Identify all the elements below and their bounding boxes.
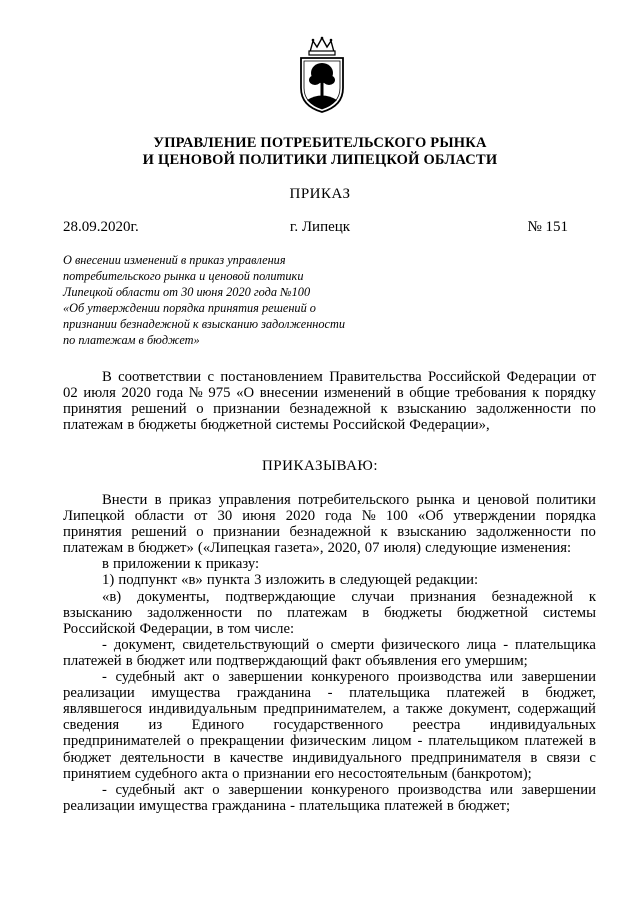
word: том <box>227 620 251 637</box>
word: платежей <box>446 685 506 702</box>
word: о <box>212 669 220 686</box>
word: 02 <box>63 385 78 402</box>
word: бюджет <box>136 652 185 669</box>
word: июля <box>83 385 116 402</box>
text-line <box>63 605 596 621</box>
text-line <box>63 766 596 782</box>
text-line <box>63 508 596 524</box>
word: индивидуального <box>292 749 402 766</box>
word: Липецкой <box>63 508 125 525</box>
word: рынка <box>416 492 455 508</box>
word: и <box>462 492 471 508</box>
word: реализации <box>63 797 135 814</box>
order-directive-word: ПРИКАЗЫВАЮ: <box>261 458 379 474</box>
word: числе: <box>254 620 295 637</box>
word: платежей <box>63 652 122 669</box>
word: бюджет, <box>545 685 596 702</box>
subject-line: потребительского рынка и ценовой политики <box>63 269 304 284</box>
word: взысканию <box>63 604 133 621</box>
word: а <box>392 701 400 718</box>
text-line <box>63 750 596 766</box>
word: гражданина <box>211 797 287 814</box>
word: Российской <box>332 417 406 434</box>
word: 2020 <box>285 508 316 525</box>
word: несостоятельным <box>338 765 448 782</box>
word: подтверждающие <box>225 588 336 605</box>
word: пункта <box>206 572 251 589</box>
word: требования <box>455 385 527 402</box>
word: безнадежной <box>289 524 371 541</box>
word: платежам <box>287 604 348 621</box>
word: признания <box>410 588 476 605</box>
word: в <box>213 749 221 766</box>
word: к <box>588 588 596 605</box>
word: предпринимателем, <box>263 701 387 718</box>
word: бюджет; <box>457 797 511 814</box>
subject-line: признании безнадежной к взысканию задолженности <box>63 317 346 332</box>
word: предпринимателей <box>63 733 181 750</box>
word: 30 <box>217 508 233 525</box>
word: завершении <box>228 669 303 686</box>
word: задолженности <box>476 524 572 541</box>
text-line <box>63 492 596 508</box>
text-line <box>63 556 596 572</box>
word: физическим <box>290 733 367 750</box>
word: содержащий <box>517 701 596 718</box>
word: по <box>580 524 596 541</box>
word: о <box>232 765 240 782</box>
word: 975 <box>208 385 231 402</box>
word: в <box>446 797 454 814</box>
word: области <box>134 508 184 525</box>
text-line <box>63 385 596 401</box>
text-line <box>63 417 596 433</box>
word: акта <box>201 765 228 782</box>
word: в <box>396 385 404 402</box>
text-line <box>63 621 596 637</box>
word: качестве <box>229 749 284 766</box>
word: Правительства <box>329 369 422 385</box>
word: индивидуальным <box>148 701 257 718</box>
word: изменения: <box>500 540 572 557</box>
subject-line: по платежам в бюджет» <box>63 333 200 348</box>
word: бюджетной <box>200 417 272 434</box>
word: акт <box>183 669 204 686</box>
word: также <box>405 701 443 718</box>
word: подпункт <box>118 572 178 589</box>
word: прекращении <box>199 733 285 750</box>
word: конкуреного <box>311 781 390 798</box>
word: его <box>314 765 335 782</box>
word: завершении <box>228 781 303 798</box>
word: «в» <box>181 572 203 589</box>
text-line <box>63 782 596 798</box>
word: политики <box>536 492 596 508</box>
text-line <box>63 401 596 417</box>
word: изменений <box>323 385 392 402</box>
word: к <box>380 401 388 418</box>
word: «в) <box>102 588 122 605</box>
word: признании <box>243 765 311 782</box>
word: 07 <box>364 540 380 557</box>
word: в <box>589 733 596 750</box>
word: в <box>362 604 370 621</box>
word: его <box>441 652 461 669</box>
lipetsk-coat-of-arms-icon <box>296 36 348 114</box>
word: документ, <box>113 636 176 653</box>
word: Единого <box>191 717 245 734</box>
word: государственного <box>273 717 384 734</box>
word: документы, <box>136 588 210 605</box>
word: Российской <box>63 620 136 637</box>
word: 100 <box>385 508 408 525</box>
word: Федерации», <box>409 417 490 434</box>
word: № <box>188 385 203 402</box>
word: или <box>489 781 513 798</box>
word: случаи <box>351 588 395 605</box>
word: признании <box>213 401 280 418</box>
word: в <box>530 749 538 766</box>
word: в <box>216 620 224 637</box>
word: к <box>532 385 540 402</box>
word: «О <box>236 385 255 402</box>
word: лицом <box>372 733 412 750</box>
word: являвшегося <box>63 701 142 718</box>
order-subject <box>63 252 403 349</box>
text-line <box>63 685 596 701</box>
word: от <box>193 508 208 525</box>
word: изложить <box>265 572 325 589</box>
word: задолженности <box>147 604 243 621</box>
subject-line: О внесении изменений в приказ управления <box>63 253 286 267</box>
word: деятельности <box>120 749 205 766</box>
word: приложении <box>113 556 191 573</box>
word: имущества <box>151 685 221 702</box>
word: «Об <box>417 508 444 525</box>
word: Федерации, <box>139 620 213 637</box>
document-type-title: ПРИКАЗ <box>289 186 351 202</box>
word: следующие <box>425 540 497 557</box>
word: к <box>194 556 202 573</box>
word: системы <box>275 417 329 434</box>
word: платежей <box>384 797 443 814</box>
word: - <box>102 636 107 653</box>
word: принятием <box>63 765 131 782</box>
text-line <box>63 653 596 669</box>
word: - <box>290 797 296 814</box>
word: платежей <box>524 733 584 750</box>
word: Федерации <box>506 369 577 385</box>
word: подтверждающий <box>216 652 328 669</box>
word: 2020 <box>121 385 151 402</box>
word: года <box>325 508 352 525</box>
preamble-paragraph <box>63 369 596 433</box>
word: постановлением <box>220 369 323 385</box>
word: бюджеты <box>138 417 197 434</box>
subject-line: «Об утверждении порядка принятия решений о <box>63 301 316 316</box>
word: объявления <box>365 652 438 669</box>
word: конкуреного <box>311 669 390 686</box>
word: управления <box>218 492 291 508</box>
word: о <box>316 636 324 653</box>
word: к <box>380 524 388 541</box>
word: редакции: <box>415 572 479 589</box>
word: следующей <box>339 572 412 589</box>
word: завершении <box>521 669 596 686</box>
word: июня <box>242 508 276 525</box>
word: завершении <box>521 781 596 798</box>
word: производства <box>397 669 482 686</box>
word: безнадежной <box>289 401 371 418</box>
document-date: 28.09.2020г. <box>63 219 139 235</box>
word: в <box>127 540 135 557</box>
text-line <box>63 637 596 653</box>
word: смерти <box>330 636 375 653</box>
word: в <box>154 492 162 508</box>
word: года <box>156 385 184 402</box>
word: факт <box>331 652 362 669</box>
word: реализации <box>63 685 135 702</box>
word: судебный <box>115 781 176 798</box>
word: Российской <box>427 369 501 385</box>
word: - <box>503 636 509 653</box>
word: (банкротом); <box>451 765 532 782</box>
text-line <box>63 540 596 556</box>
order-main-text <box>63 492 596 814</box>
word: плательщика <box>299 797 381 814</box>
word: потребительского <box>298 492 410 508</box>
word: с <box>589 749 596 766</box>
word: ценовой <box>477 492 530 508</box>
text-line <box>63 701 596 717</box>
word: - <box>417 733 423 750</box>
word: порядка <box>545 508 596 525</box>
word: бюджеты <box>384 604 443 621</box>
word: решений <box>131 401 187 418</box>
word: принятия <box>63 524 122 541</box>
word: о <box>196 524 204 541</box>
word: признании <box>213 524 280 541</box>
word: взысканию <box>397 401 467 418</box>
text-line <box>63 733 596 749</box>
word: общие <box>409 385 450 402</box>
word: гражданина <box>236 685 312 702</box>
word: принятия <box>63 401 122 418</box>
text-line <box>63 369 596 385</box>
word: - <box>102 669 107 686</box>
word: в <box>102 556 109 573</box>
word: 1) <box>102 572 115 589</box>
text-line <box>63 669 596 685</box>
subject-line: Липецкой области от 30 июня 2020 года №100 <box>63 285 311 300</box>
word: 2020, <box>327 540 361 557</box>
word: бюджетной <box>456 604 529 621</box>
text-line <box>63 589 596 605</box>
word: сведения <box>63 717 120 734</box>
word: из <box>148 717 163 734</box>
word: порядку <box>544 385 596 402</box>
word: лица <box>466 636 497 653</box>
word: взысканию <box>397 524 467 541</box>
text-line <box>63 572 596 588</box>
word: акт <box>183 781 204 798</box>
word: безнадежной <box>491 588 574 605</box>
text-line <box>63 798 596 814</box>
word: индивидуальных <box>489 717 596 734</box>
word: решений <box>131 524 187 541</box>
text-line <box>63 717 596 733</box>
word: в <box>328 572 336 589</box>
document-number: № 151 <box>527 219 568 235</box>
word: № <box>361 508 376 525</box>
document-city: г. Липецк <box>289 219 351 235</box>
word: производства <box>397 781 482 798</box>
word: - <box>102 781 107 798</box>
word: свидетельствующий <box>182 636 310 653</box>
word: по <box>580 401 596 418</box>
word: приказу: <box>205 556 260 573</box>
word: или <box>188 652 213 669</box>
word: 3 <box>254 572 262 589</box>
word: с <box>207 369 214 385</box>
word: В <box>102 369 112 385</box>
word: или <box>489 669 513 686</box>
word: бюджет» <box>138 540 194 557</box>
word: плательщика <box>515 636 596 653</box>
word: плательщиком <box>428 733 519 750</box>
word: соответствии <box>118 369 202 385</box>
word: судебного <box>134 765 198 782</box>
word: реестра <box>412 717 461 734</box>
word: плательщика <box>349 685 431 702</box>
word: задолженности <box>476 401 572 418</box>
word: Внести <box>102 492 148 508</box>
word: утверждении <box>453 508 536 525</box>
word: газета», <box>274 540 324 557</box>
word: документ, <box>449 701 511 718</box>
word: от <box>582 369 596 385</box>
word: в <box>125 652 133 669</box>
word: по <box>257 604 273 621</box>
word: предпринимателя <box>410 749 522 766</box>
word: умершим; <box>464 652 528 669</box>
word: связи <box>546 749 581 766</box>
word: платежам <box>63 540 124 557</box>
word: - <box>327 685 333 702</box>
text-line <box>63 524 596 540</box>
word: («Липецкая <box>197 540 271 557</box>
organization-name-line-2: И ЦЕНОВОЙ ПОЛИТИКИ ЛИПЕЦКОЙ ОБЛАСТИ <box>142 152 498 168</box>
word: бюджет <box>63 749 112 766</box>
word: судебный <box>115 669 176 686</box>
word: платежам <box>63 417 124 434</box>
word: о <box>186 733 195 750</box>
word: о <box>196 401 204 418</box>
word: внесении <box>259 385 319 402</box>
word: о <box>212 781 220 798</box>
word: имущества <box>138 797 208 814</box>
word: приказ <box>168 492 212 508</box>
word: системы <box>542 604 596 621</box>
organization-name-line-1: УПРАВЛЕНИЕ ПОТРЕБИТЕЛЬСКОГО РЫНКА <box>153 135 487 151</box>
word: июля) <box>383 540 422 557</box>
word: в <box>127 417 135 434</box>
word: в <box>521 685 529 702</box>
word: физического <box>381 636 460 653</box>
